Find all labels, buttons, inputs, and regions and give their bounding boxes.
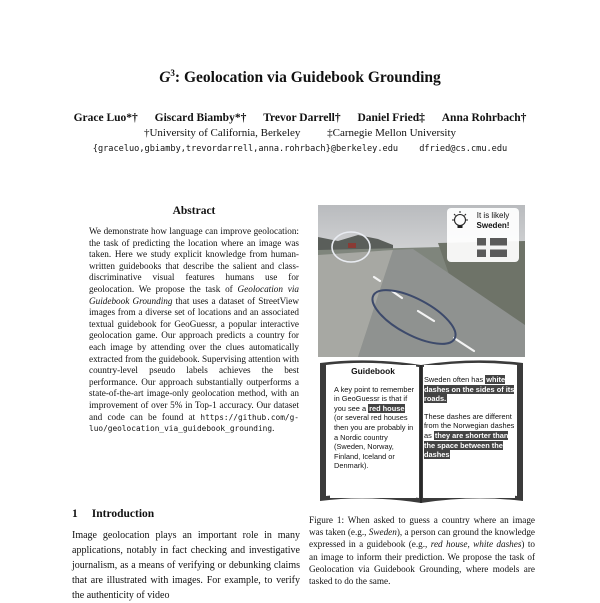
author-name: Giscard Biamby*† <box>154 112 247 124</box>
guidebook-text: A key point to remember in GeoGuessr is that if you see a <box>334 384 415 413</box>
prediction-country: Sweden! <box>476 221 510 230</box>
abstract-body <box>89 226 299 435</box>
section-number: 1 <box>72 508 78 520</box>
guidebook-text: These dashes are different from the Norwegian dashes as <box>424 411 515 440</box>
paper-title <box>0 68 600 87</box>
prediction-text <box>470 211 516 231</box>
title-prefix: G <box>159 69 171 87</box>
caption-text: , <box>467 539 474 550</box>
guidebook-clue <box>334 385 416 471</box>
author-emails <box>0 144 600 154</box>
guidebook-clue <box>424 412 515 460</box>
caption-text: ) to an image to inform their prediction. We propose the task of Geolocation via Guidebook Grounding, where models are tasked to do the same. <box>309 539 536 587</box>
affiliation: ‡Carnegie Mellon University <box>327 127 457 139</box>
guidebook-right-text <box>424 365 515 498</box>
abstract-text: We demonstrate how language can improve geolocation: the task of predicting the location where an image was taken. Here we study explicit knowledge from human-written guidebooks that describe the salient and class-discriminative visual features humans use for geolocation. We propose the task of <box>89 226 299 294</box>
highlight-red-house: red house <box>369 403 405 413</box>
title-text: : Geolocation via Guidebook Grounding <box>174 69 441 87</box>
author-name: Daniel Fried‡ <box>357 112 425 124</box>
abstract-text: . <box>272 423 275 434</box>
red-house <box>348 243 356 248</box>
guidebook-clue <box>424 375 515 404</box>
author-name: Anna Rohrbach† <box>441 112 527 124</box>
section-heading <box>72 508 154 520</box>
caption-text: Figure 1: When asked to guess a country where an image was taken (e.g., <box>309 515 535 538</box>
code-url-link[interactable]: https://github.com/g-luo/geolocation_via_guidebook_grounding <box>89 412 299 434</box>
author-list <box>0 112 600 124</box>
sweden-flag-icon <box>477 238 507 257</box>
author-name: Grace Luo*† <box>73 112 138 124</box>
abstract-text: that uses a dataset of StreetView images from a diverse set of locations and an associated textual guidebook for GeoGuessr, a popular interactive geolocation game. Our approach predicts a country for each image by attending over the clues automatically extracted from the guidebook. Supervising attention with country-level pseudo labels achieves the best performance. Our approach substantially outperforms a state-of-the-art image-only geolocation method, with an improvement of over 5% in Top-1 accuracy. Our dataset and code can be found at <box>89 295 299 422</box>
guidebook-text: (or several red houses then you are probably in a Nordic country (Sweden, Norway, Finland, Iceland or Denmark). <box>334 413 414 471</box>
lightbulb-icon <box>450 210 470 234</box>
affiliations <box>0 127 600 139</box>
caption-italic: red house <box>430 539 468 550</box>
guidebook-left-text <box>330 365 416 498</box>
affiliation: †University of California, Berkeley <box>143 127 301 139</box>
section-title: Introduction <box>91 508 155 520</box>
caption-italic: white dashes <box>473 539 522 550</box>
email: dfried@cs.cmu.edu <box>419 144 508 154</box>
guidebook-heading: Guidebook <box>351 366 395 376</box>
caption-italic: Sweden <box>368 527 397 538</box>
abstract-heading: Abstract <box>172 205 216 217</box>
figure-caption <box>309 514 535 587</box>
guidebook-text: Sweden often has <box>424 375 486 384</box>
introduction-body: Image geolocation plays an important role in many applications, notably in fact checking and investigative journalism, as a means of verifying or debunking claims that are illustrated with images. For example, to verify the authenticity of video <box>72 530 300 601</box>
highlight-dash-spacing: they are shorter than the space between the dashes <box>424 430 509 460</box>
title-prefix-superscript: 3 <box>170 68 175 78</box>
highlight-white-dashes: white dashes on the sides of its roads. <box>424 375 515 404</box>
caption-text: ), a person can ground the knowledge expressed in a guidebook (e.g., <box>309 527 535 550</box>
author-name: Trevor Darrell† <box>263 112 341 124</box>
email: {graceluo,gbiamby,trevordarrell,anna.rohrbach}@berkeley.edu <box>92 144 399 154</box>
prediction-line: It is likely <box>476 211 510 220</box>
abstract-task-name: Geolocation via Guidebook Grounding <box>89 283 299 306</box>
